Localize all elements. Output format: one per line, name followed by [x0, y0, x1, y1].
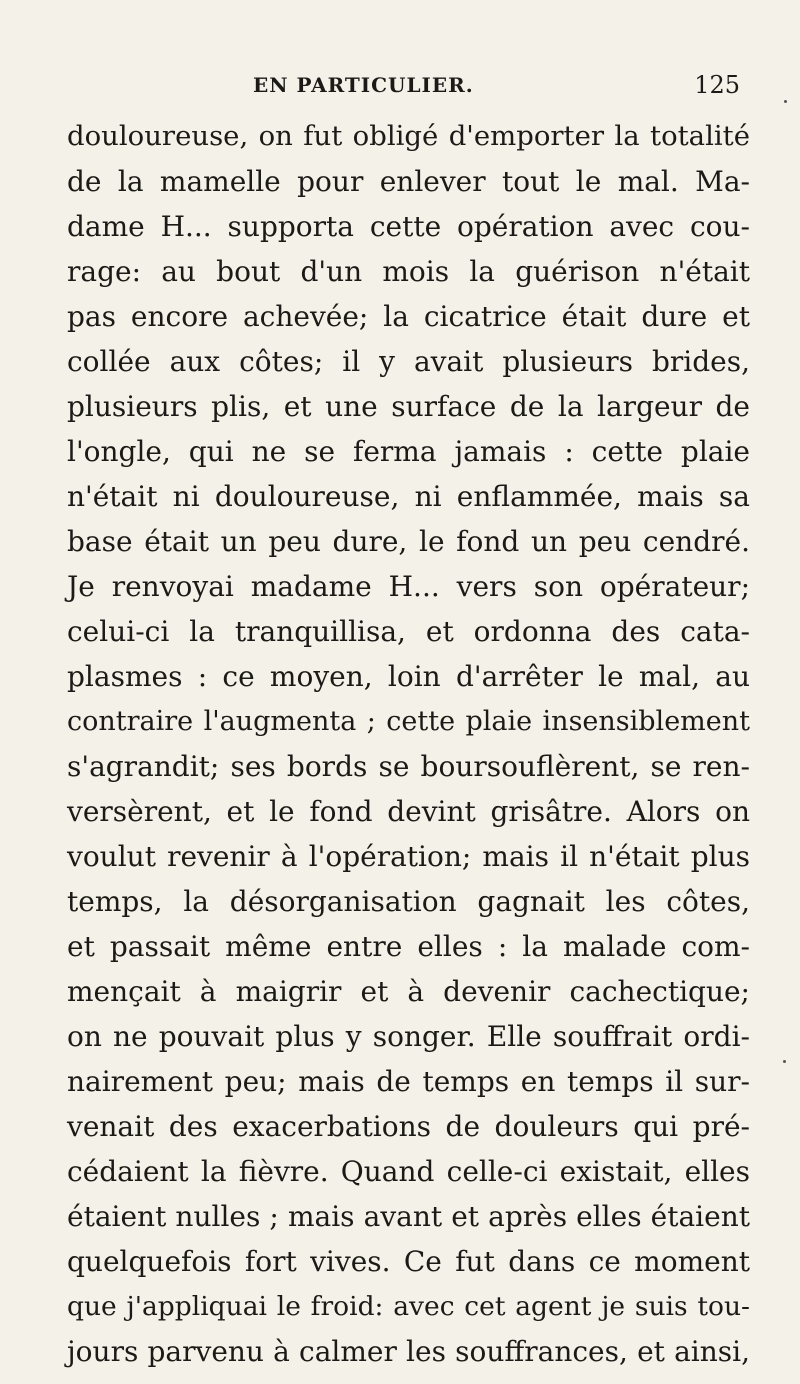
text-line: collée aux côtes; il y avait plusieurs brides,: [67, 345, 750, 378]
body-text: [67, 114, 750, 1374]
text-line: pas encore achevée; la cicatrice était dure et: [67, 300, 750, 333]
text-line: nairement peu; mais de temps en temps il sur-: [67, 1065, 750, 1098]
text-line: voulut revenir à l'opération; mais il n'était plus: [67, 840, 750, 873]
text-line: Je renvoyai madame H... vers son opérateur;: [67, 570, 750, 603]
text-line: mençait à maigrir et à devenir cachectique;: [67, 975, 750, 1008]
text-line: étaient nulles ; mais avant et après elles étaient: [67, 1200, 750, 1233]
running-head-title: EN PARTICULIER.: [253, 73, 474, 97]
text-line: plusieurs plis, et une surface de la largeur de: [67, 390, 750, 423]
text-line: et passait même entre elles : la malade com-: [67, 930, 750, 963]
text-line: plasmes : ce moyen, loin d'arrêter le mal, au: [67, 660, 750, 693]
text-line: contraire l'augmenta ; cette plaie insensiblement: [67, 706, 750, 737]
text-line: venait des exacerbations de douleurs qui pré-: [67, 1110, 750, 1143]
text-line: celui-ci la tranquillisa, et ordonna des cata-: [67, 615, 750, 648]
text-line: douloureuse, on fut obligé d'emporter la totalité: [67, 120, 750, 152]
text-line: que j'appliquai le froid: avec cet agent je suis tou-: [67, 1291, 750, 1322]
text-line: de la mamelle pour enlever tout le mal. Ma-: [67, 165, 750, 198]
paper-speck: [784, 100, 787, 103]
text-line: quelquefois fort vives. Ce fut dans ce moment: [67, 1245, 750, 1278]
text-line: l'ongle, qui ne se ferma jamais : cette plaie: [67, 435, 750, 468]
page-number: 125: [694, 71, 740, 99]
text-line: dame H... supporta cette opération avec cou-: [67, 210, 750, 243]
text-line: jours parvenu à calmer les souffrances, et ainsi,: [67, 1335, 750, 1368]
text-line: s'agrandit; ses bords se boursouflèrent, se ren-: [67, 750, 750, 783]
text-line: cédaient la fièvre. Quand celle-ci existait, elles: [67, 1155, 750, 1188]
text-line: n'était ni douloureuse, ni enflammée, mais sa: [67, 480, 750, 513]
text-line: base était un peu dure, le fond un peu cendré.: [67, 525, 750, 558]
text-line: on ne pouvait plus y songer. Elle souffrait ordi-: [67, 1020, 750, 1053]
text-line: rage: au bout d'un mois la guérison n'était: [67, 255, 750, 288]
text-line: temps, la désorganisation gagnait les côtes,: [67, 885, 750, 918]
running-head: [50, 73, 740, 103]
text-line: versèrent, et le fond devint grisâtre. Alors on: [67, 795, 750, 828]
paper-speck: [783, 1060, 786, 1063]
